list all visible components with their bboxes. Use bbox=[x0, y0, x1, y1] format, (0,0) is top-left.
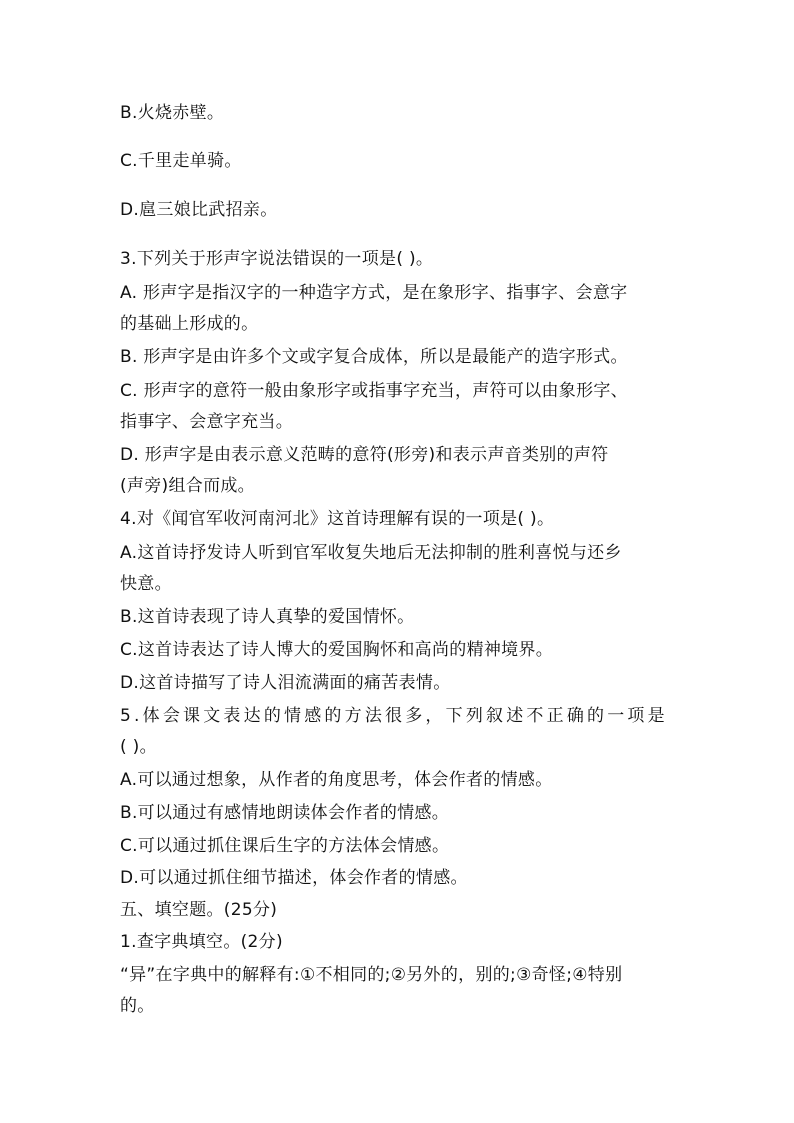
q5-option-a: A.可以通过想象，从作者的角度思考，体会作者的情感。 bbox=[120, 770, 553, 790]
q4-option-b: B.这首诗表现了诗人真挚的爱国情怀。 bbox=[120, 607, 415, 627]
q3-option-a-cont: 的基础上形成的。 bbox=[120, 314, 259, 334]
q5-option-c: C.可以通过抓住课后生字的方法体会情感。 bbox=[120, 836, 450, 856]
q3-option-a: A. 形声字是指汉字的一种造字方式，是在象形字、指事字、会意字 bbox=[120, 283, 628, 303]
fill-question-1: 1.查字典填空。(2分) bbox=[120, 932, 283, 952]
option-d-line: D.扈三娘比武招亲。 bbox=[120, 200, 278, 220]
option-c-line: C.千里走单骑。 bbox=[120, 151, 242, 171]
question-4: 4.对《闻官军收河南河北》这首诗理解有误的一项是( )。 bbox=[120, 509, 555, 529]
q3-option-c: C. 形声字的意符一般由象形字或指事字充当，声符可以由象形字、 bbox=[120, 381, 628, 401]
dictionary-definition: “异”在字典中的解释有:①不相同的;②另外的，别的;③奇怪;④特别 bbox=[120, 965, 623, 985]
q3-option-d: D. 形声字是由表示意义范畴的意符(形旁)和表示声音类别的声符 bbox=[120, 445, 609, 465]
q4-option-a: A.这首诗抒发诗人听到官军收复失地后无法抑制的胜利喜悦与还乡 bbox=[120, 543, 622, 563]
q5-option-b: B.可以通过有感情地朗读体会作者的情感。 bbox=[120, 803, 450, 823]
q4-option-c: C.这首诗表达了诗人博大的爱国胸怀和高尚的精神境界。 bbox=[120, 640, 554, 660]
question-5-cont: ( )。 bbox=[120, 737, 157, 757]
option-b-line: B.火烧赤壁。 bbox=[120, 103, 225, 123]
question-5: 5.体会课文表达的情感的方法很多，下列叙述不正确的一项是 bbox=[120, 706, 668, 726]
dictionary-definition-cont: 的。 bbox=[120, 996, 155, 1016]
q3-option-d-cont: (声旁)组合而成。 bbox=[120, 476, 255, 496]
section-5-heading: 五、填空题。(25分) bbox=[120, 900, 278, 920]
q3-option-b: B. 形声字是由许多个文或字复合成体，所以是最能产的造字形式。 bbox=[120, 347, 628, 367]
q3-option-c-cont: 指事字、会意字充当。 bbox=[120, 412, 293, 432]
q5-option-d: D.可以通过抓住细节描述，体会作者的情感。 bbox=[120, 868, 468, 888]
question-3: 3.下列关于形声字说法错误的一项是( )。 bbox=[120, 249, 434, 269]
q4-option-a-cont: 快意。 bbox=[120, 574, 172, 594]
q4-option-d: D.这首诗描写了诗人泪流满面的痛苦表情。 bbox=[120, 673, 451, 693]
